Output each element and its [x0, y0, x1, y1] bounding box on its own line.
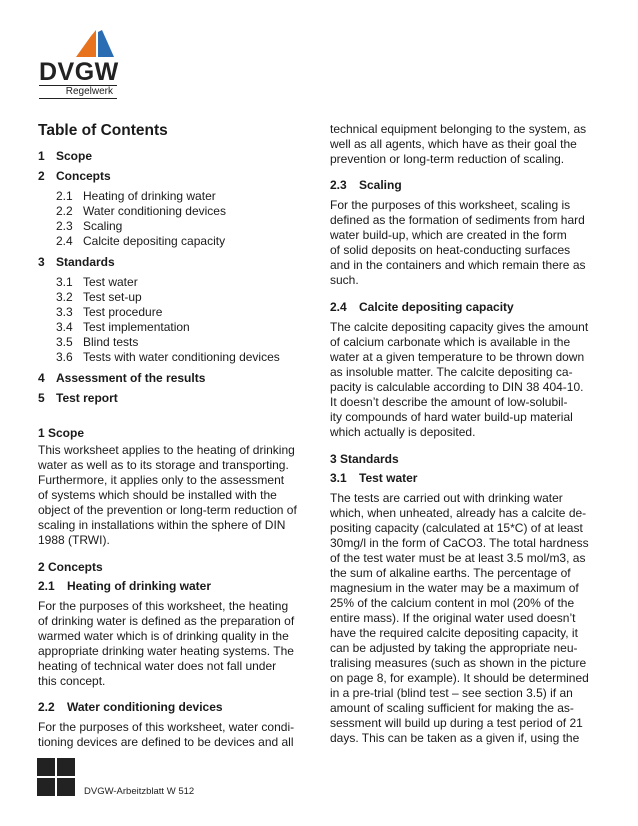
logo-wordmark: DVGW — [39, 58, 119, 86]
toc-subitem: 3.5 Blind tests — [56, 335, 139, 349]
toc-subitem: 3.2 Test set-up — [56, 290, 142, 304]
toc-subitem: 3.3 Test procedure — [56, 305, 163, 319]
logo-subtitle: Regelwerk — [65, 86, 113, 97]
toc-subgroup — [38, 275, 308, 365]
toc-subitem: 2.4 Calcite depositing capacity — [56, 234, 226, 248]
toc-subgroup — [38, 189, 308, 249]
toc-subitem: 2.1 Heating of drinking water — [56, 189, 216, 203]
subsection-heading: 2.1 Heating of drinking water — [38, 579, 212, 593]
subsection-heading: 2.4 Calcite depositing capacity — [330, 300, 514, 314]
section-heading-standards: 3 Standards — [330, 452, 399, 466]
toc-item: 5 Test report — [38, 391, 118, 405]
footer-block-tr — [57, 758, 75, 776]
heating-paragraph: For the purposes of this worksheet, the heating of drinking water is defined as the preparation of warmed water which is of drinking quality in the appropriate drinking water heating systems. The heating of technical water does not fall under this concept. — [38, 599, 295, 688]
footer-block-tl — [37, 758, 55, 776]
toc-item: 1 Scope — [38, 149, 93, 163]
test-water-paragraph: The tests are carried out with drinking water which, when unheated, already has a calcite de- positing capacity (calculated at 15*C) of at least 30mg/l in the form of CaCO3. The total hardness of the test water must be at least 3.5 mol/m3, as the sum of alkaline earths. The percentage of magnesium in the water may be a maximum of 25% of the calcium content in mol (20% of the entire mass). If the original water used doesn’t have the required calcite depositing capacity, it can be adjusted by taking the appropriate neu- tralising measures (such as shown in the picture on page 8, for example). It should be determined in a pre-trial (blind test – see section 3.5) if an amount of scaling sufficient for making the as- sessment will build up during a test period of 21 days. This can be taken as a given if, using the — [330, 491, 589, 745]
conditioning-paragraph-continued: technical equipment belonging to the system, as well as all agents, which have as their goal the prevention or long-term reduction of scaling. — [330, 122, 587, 166]
right-column — [330, 122, 602, 746]
subsection-heading: 3.1 Test water — [330, 471, 418, 485]
footer-block-bl — [37, 778, 55, 796]
subsection-heading: 2.3 Scaling — [330, 178, 402, 192]
left-column — [38, 122, 308, 750]
subsection-heading: 2.2 Water conditioning devices — [38, 700, 223, 714]
logo-blue-shape — [98, 30, 114, 57]
logo-underline — [39, 98, 117, 99]
footer-text: DVGW-Arbeitzblatt W 512 — [84, 786, 195, 797]
section-heading-scope: 1 Scope — [38, 426, 85, 440]
dvgw-logo-mark — [38, 30, 120, 58]
footer-block-br — [57, 778, 75, 796]
toc-subitem: 3.4 Test implementation — [56, 320, 190, 334]
toc-subitem: 2.3 Scaling — [56, 219, 123, 233]
toc-subitem: 3.6 Tests with water conditioning devices — [56, 350, 280, 364]
calcite-paragraph: The calcite depositing capacity gives the amount of calcium carbonate which is available in the water at a given temperature to be thrown down as insoluble matter. The calcite depositing ca- pacity is calculable according to DIN 38 404-10. It doesn’t describe the amount of low-solubil- ity compounds of hard water build-up material which actually is deposited. — [330, 320, 589, 439]
toc-subitem: 3.1 Test water — [56, 275, 138, 289]
toc-subitem: 2.2 Water conditioning devices — [56, 204, 226, 218]
conditioning-paragraph: For the purposes of this worksheet, water condi- tioning devices are defined to be devices and all — [38, 720, 295, 749]
toc-item: 2 Concepts — [38, 169, 111, 183]
toc-item: 4 Assessment of the results — [38, 371, 206, 385]
section-heading-concepts: 2 Concepts — [38, 560, 103, 574]
scope-paragraph: This worksheet applies to the heating of drinking water as well as to its storage and transporting. Furthermore, it applies only to the assessment of systems which should be installed with the object of the prevention or long-term reduction of scaling in installations within the sphere of DIN 1988 (TRWI). — [38, 443, 297, 547]
toc-title: Table of Contents — [38, 122, 168, 139]
toc-item: 3 Standards — [38, 255, 115, 269]
logo-orange-shape — [76, 30, 96, 57]
scaling-paragraph: For the purposes of this worksheet, scaling is defined as the formation of sediments from hard water build-up, which are created in the form of solid deposits on heat-conducting surfaces and in the containers and which remain there as such. — [330, 198, 586, 287]
